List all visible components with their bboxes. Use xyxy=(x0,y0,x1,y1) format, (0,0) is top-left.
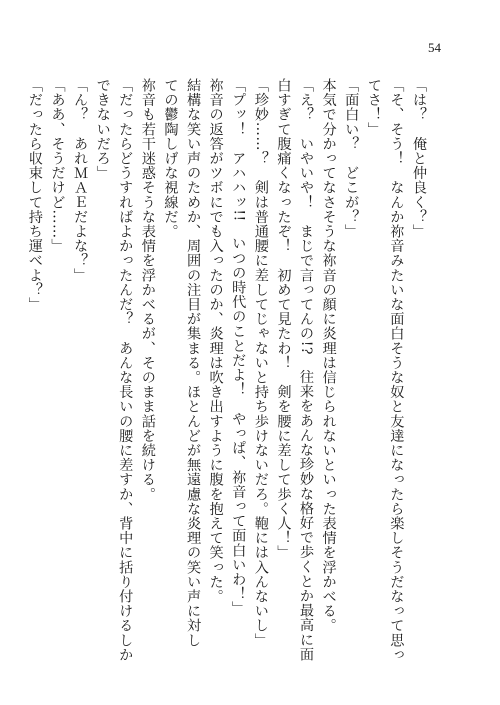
text-line: 「ん？ あれＭＡＥだよな？」 xyxy=(72,78,89,283)
text-line: 「そ、そう！ なんか祢音みたいな面白そうな奴と友達になったら楽しそうだなって思っ xyxy=(388,78,405,662)
page-number: 54 xyxy=(428,40,441,55)
novel-text-body xyxy=(23,78,430,668)
text-line: てさ！」 xyxy=(365,78,382,137)
text-line: 「だったら収束して持ち運べよ？」 xyxy=(26,78,43,312)
text-line: 「え？ いやいや！ まじで言ってんの!? 往来をあんな珍妙な格好で歩くとか最高に面 xyxy=(298,78,315,662)
text-line: 「プッ！ アハハッ!! いつの時代のことだよ！ やっぱ、祢音って面白いわ！」 xyxy=(230,78,247,616)
text-line: ての鬱陶しげな視線だ。 xyxy=(162,78,179,239)
text-line: 「面白い？ どこが？」 xyxy=(343,78,360,239)
text-line: 結構な笑い声のためか、周囲の注目が集まる。ほとんどが無遠慮な炎理の笑い声に対し xyxy=(185,78,202,648)
text-line: 「珍妙……？ 剣は普通腰に差してじゃないと持ち歩けないだろ。鞄には入んないし」 xyxy=(252,78,269,648)
text-line: 白すぎて腹痛くなったぞ！ 初めて見たわ！ 剣を腰に差して歩く人！」 xyxy=(275,78,292,560)
text-line: 「ああ、そうだけど……」 xyxy=(49,78,66,254)
text-line: 「だったらどうすればよかったんだ？ あんな長いの腰に差すか、背中に括り付けるしか xyxy=(117,78,134,662)
text-line: できないだろ」 xyxy=(94,78,111,181)
text-line: 「は？ 俺と仲良く？」 xyxy=(411,78,427,239)
text-line: 祢音も若干迷惑そうな表情を浮かべるが、そのまま話を続ける。 xyxy=(139,78,156,502)
text-line: 祢音の返答がツボにでも入ったのか、炎理は吹き出すように腹を抱えて笑った。 xyxy=(207,78,224,604)
text-line: 本気で分かってなさそうな祢音の顔に炎理は信じられないといった表情を浮かべる。 xyxy=(320,78,337,633)
